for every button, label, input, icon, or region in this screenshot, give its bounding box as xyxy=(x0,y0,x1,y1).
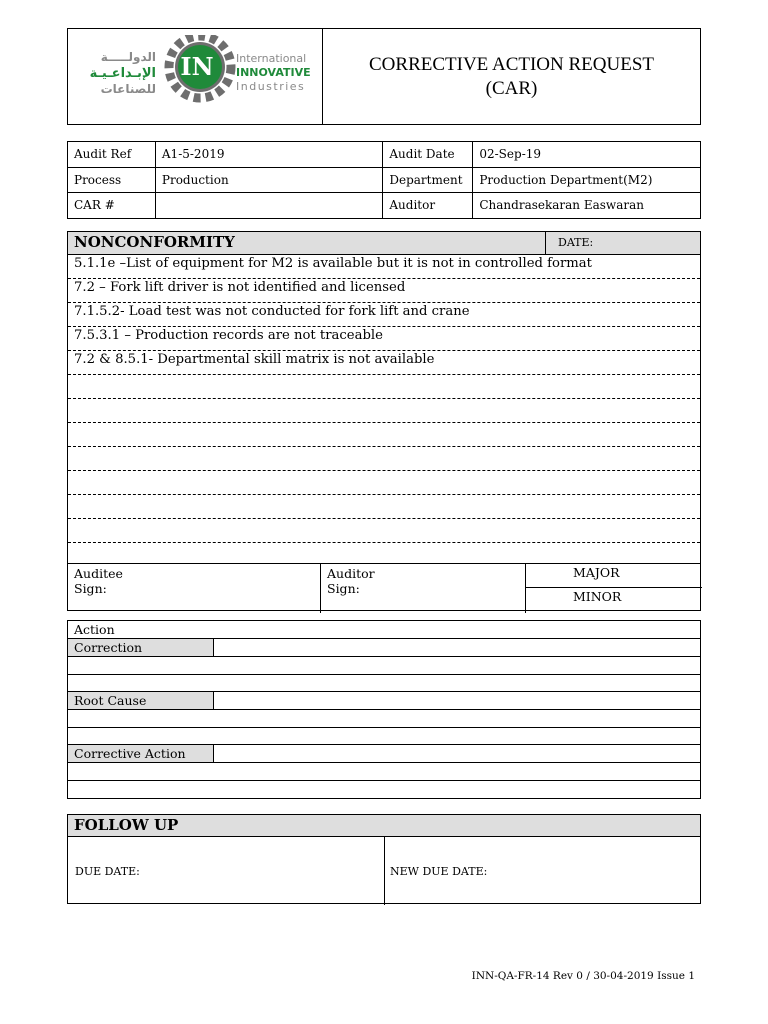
svg-text:الدولـــــة: الدولـــــة xyxy=(100,50,156,64)
company-logo xyxy=(78,35,318,117)
column-divider xyxy=(384,836,385,905)
document-reference: INN-QA-FR-14 Rev 0 / 30-04-2019 Issue 1 xyxy=(471,970,695,982)
column-divider xyxy=(320,564,321,613)
department-label: Department xyxy=(383,167,473,193)
auditor-sign-field[interactable] xyxy=(327,566,375,596)
process-label: Process xyxy=(68,167,156,193)
title-line-1: CORRECTIVE ACTION REQUEST xyxy=(369,53,654,75)
nonconformity-text: 5.1.1e –List of equipment for M2 is available but it is not in controlled format xyxy=(74,256,592,271)
svg-text:IN: IN xyxy=(180,52,214,81)
auditee-label: Auditee xyxy=(74,566,123,581)
follow-up-section xyxy=(67,814,701,904)
row-divider xyxy=(68,727,700,728)
nonconformity-text: 7.2 & 8.5.1- Departmental skill matrix is not available xyxy=(74,352,435,367)
svg-text:International: International xyxy=(236,52,307,65)
nonconformity-row[interactable] xyxy=(68,350,700,375)
document-title xyxy=(323,29,700,124)
auditor-label: Auditor xyxy=(383,193,473,219)
nonconformity-row[interactable] xyxy=(68,326,700,351)
nonconformity-text: 7.5.3.1 – Production records are not traceable xyxy=(74,328,383,343)
department-value[interactable]: Production Department(M2) xyxy=(473,167,701,193)
audit-ref-label: Audit Ref xyxy=(68,142,156,168)
nonconformity-text: 7.1.5.2- Load test was not conducted for fork lift and crane xyxy=(74,304,470,319)
nonconformity-row[interactable] xyxy=(68,374,700,399)
nonconformity-row[interactable] xyxy=(68,398,700,423)
audit-date-label: Audit Date xyxy=(383,142,473,168)
row-divider xyxy=(68,656,700,657)
nonconformity-row[interactable] xyxy=(68,446,700,471)
date-label[interactable]: DATE: xyxy=(558,236,594,249)
auditor-value[interactable]: Chandrasekaran Easwaran xyxy=(473,193,701,219)
row-divider xyxy=(68,674,700,675)
nonconformity-row[interactable] xyxy=(68,302,700,327)
header-divider xyxy=(545,232,546,254)
auditee-sign-label: Sign: xyxy=(74,581,107,596)
audit-ref-value[interactable]: A1-5-2019 xyxy=(155,142,382,168)
document-header xyxy=(67,28,701,125)
follow-up-header xyxy=(68,815,700,837)
audit-info-table xyxy=(67,141,701,219)
svg-text:Industries: Industries xyxy=(236,80,306,93)
nonconformity-title: NONCONFORMITY xyxy=(74,233,235,251)
auditor-sign-label: Sign: xyxy=(327,581,360,596)
car-number-label: CAR # xyxy=(68,193,156,219)
correction-label: Correction xyxy=(68,639,214,656)
signature-row xyxy=(68,563,700,613)
car-number-value[interactable] xyxy=(155,193,382,219)
nonconformity-header xyxy=(68,232,700,255)
auditee-sign-field[interactable] xyxy=(74,566,123,596)
table-row xyxy=(68,142,701,168)
svg-text:INNOVATIVE: INNOVATIVE xyxy=(236,66,311,79)
svg-text:الإبـداعـيـة: الإبـداعـيـة xyxy=(89,66,156,81)
nonconformity-row[interactable] xyxy=(68,494,700,519)
action-section xyxy=(67,620,701,799)
nonconformity-section xyxy=(67,231,701,611)
auditor-sign-title: Auditor xyxy=(327,566,375,581)
audit-date-value[interactable]: 02-Sep-19 xyxy=(473,142,701,168)
follow-up-title: FOLLOW UP xyxy=(74,816,179,834)
row-divider xyxy=(68,762,700,763)
column-divider xyxy=(525,564,526,613)
company-logo-graphic xyxy=(78,35,318,117)
nonconformity-row[interactable] xyxy=(68,470,700,495)
minor-option[interactable]: MINOR xyxy=(573,589,622,604)
nonconformity-text: 7.2 – Fork lift driver is not identified and licensed xyxy=(74,280,406,295)
nonconformity-row[interactable] xyxy=(68,254,700,279)
gear-icon xyxy=(169,36,231,98)
root-cause-label: Root Cause xyxy=(68,692,214,709)
new-due-date-field[interactable]: NEW DUE DATE: xyxy=(390,865,488,878)
nonconformity-row[interactable] xyxy=(68,422,700,447)
process-value[interactable]: Production xyxy=(155,167,382,193)
title-line-2: (CAR) xyxy=(485,77,538,99)
row-divider xyxy=(525,587,702,588)
nonconformity-row[interactable] xyxy=(68,518,700,543)
svg-text:للصناعات: للصناعات xyxy=(100,82,156,96)
major-option[interactable]: MAJOR xyxy=(573,565,620,580)
row-divider xyxy=(68,709,700,710)
action-title: Action xyxy=(74,622,115,637)
table-row xyxy=(68,167,701,193)
nonconformity-row[interactable] xyxy=(68,278,700,303)
due-date-field[interactable]: DUE DATE: xyxy=(75,865,140,878)
corrective-action-label: Corrective Action xyxy=(68,745,214,762)
row-divider xyxy=(68,780,700,781)
table-row xyxy=(68,193,701,219)
nonconformity-row[interactable] xyxy=(68,542,700,563)
